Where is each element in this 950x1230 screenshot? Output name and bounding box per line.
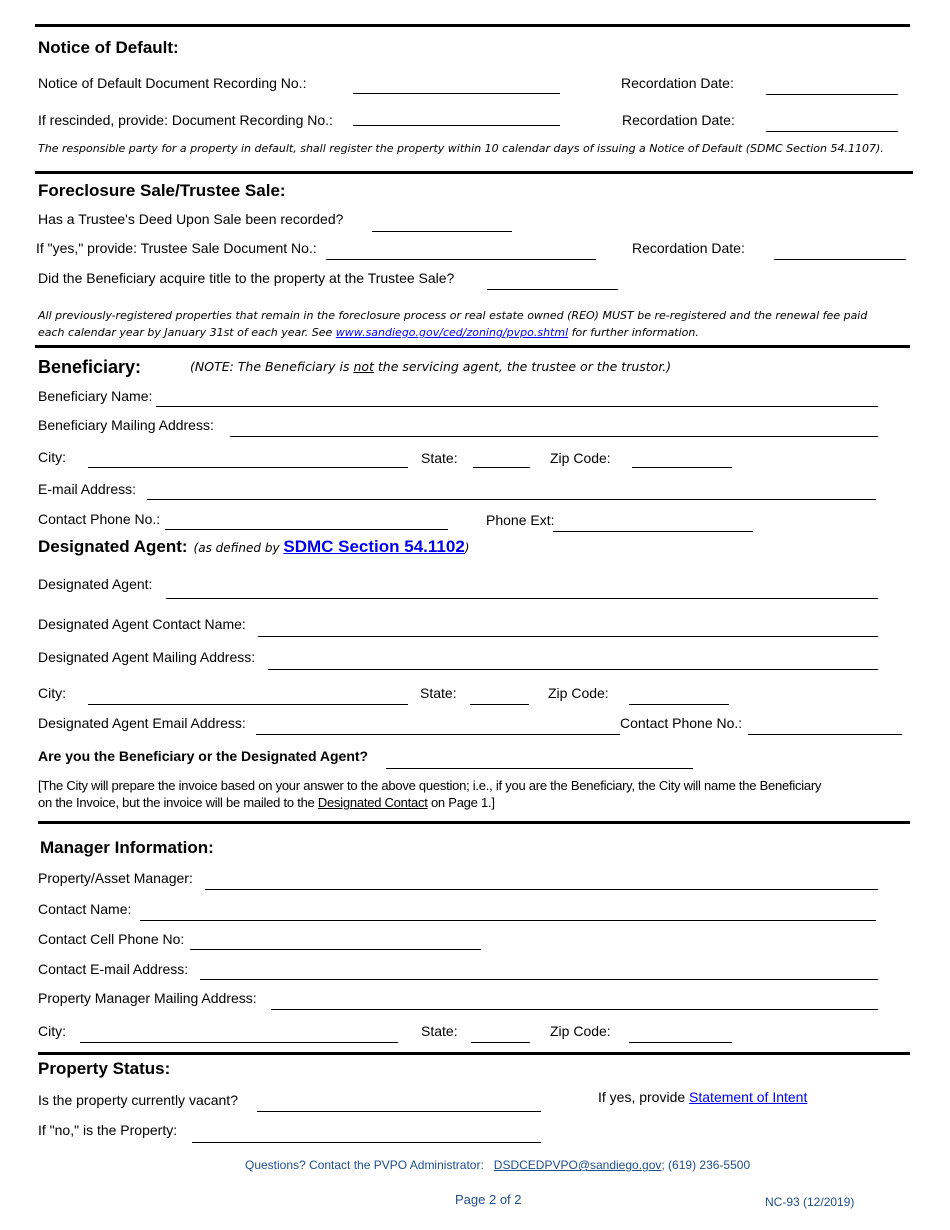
manager-title: Manager Information: — [40, 838, 214, 857]
agent-defined-suffix: ) — [464, 541, 470, 555]
agent-city-label: City: — [38, 685, 66, 701]
if-no-label: If "no," is the Property: — [38, 1122, 178, 1138]
invoice-note-line1: [The City will prepare the invoice based on your answer to the above question; i.e., if you are the Beneficiary, the City will name the Beneficiary — [38, 778, 822, 793]
if-yes-prefix: If yes, provide — [598, 1089, 690, 1105]
beneficiary-zip-field[interactable] — [632, 467, 732, 468]
beneficiary-note-suffix: the servicing agent, the trustee or the trustor.) — [373, 359, 672, 374]
beneficiary-phone-field[interactable] — [165, 529, 448, 530]
designated-contact-ref: Designated Contact — [317, 795, 428, 810]
section-divider — [38, 821, 910, 824]
beneficiary-name-label: Beneficiary Name: — [38, 388, 153, 404]
section-divider — [35, 345, 910, 348]
reregistration-note-line1: All previously-registered properties that remain in the foreclosure process or real estate owned (REO) MUST be re-registered and the renewal fee paid — [38, 309, 868, 322]
statement-of-intent-note — [598, 1089, 807, 1105]
reregistration-note-line2 — [38, 326, 699, 339]
pvpo-website-link[interactable]: www.sandiego.gov/ced/zoning/pvpo.shtml — [335, 326, 569, 339]
nod-registration-note: The responsible party for a property in default, shall register the property within 10 calendar days of issuing a Notice of Default (SDMC Section 54.1107). — [38, 142, 884, 155]
manager-city-label: City: — [38, 1023, 66, 1039]
property-status-title: Property Status: — [38, 1059, 171, 1078]
footer-contact — [245, 1158, 750, 1172]
manager-email-label: Contact E-mail Address: — [38, 961, 189, 977]
beneficiary-zip-label: Zip Code: — [550, 450, 611, 466]
section-divider — [38, 1052, 910, 1055]
notice-of-default-title: Notice of Default: — [38, 38, 179, 57]
agent-mailing-label: Designated Agent Mailing Address: — [38, 649, 256, 665]
beneficiary-note-not: not — [353, 359, 374, 374]
manager-contact-name-field[interactable] — [140, 920, 876, 921]
invoice-note-prefix: on the Invoice, but the invoice will be mailed to the — [38, 795, 318, 810]
beneficiary-mailing-field[interactable] — [230, 436, 878, 437]
beneficiary-state-field[interactable] — [473, 467, 530, 468]
agent-contact-name-field[interactable] — [258, 636, 878, 637]
foreclosure-title: Foreclosure Sale/Trustee Sale: — [38, 181, 286, 200]
agent-phone-field[interactable] — [748, 734, 902, 735]
nod-recording-no-label: Notice of Default Document Recording No.: — [38, 75, 307, 91]
beneficiary-name-field[interactable] — [156, 406, 878, 407]
manager-state-label: State: — [421, 1023, 458, 1039]
beneficiary-or-agent-field[interactable] — [386, 768, 693, 769]
agent-mailing-field[interactable] — [268, 669, 878, 670]
beneficiary-mailing-label: Beneficiary Mailing Address: — [38, 417, 214, 433]
designated-agent-field[interactable] — [166, 598, 878, 599]
beneficiary-acquire-field[interactable] — [487, 289, 618, 290]
manager-city-field[interactable] — [80, 1042, 398, 1043]
beneficiary-title: Beneficiary: — [38, 357, 142, 377]
section-divider — [35, 24, 910, 27]
manager-email-field[interactable] — [200, 979, 878, 980]
if-no-field[interactable] — [192, 1142, 541, 1143]
agent-city-field[interactable] — [88, 704, 408, 705]
nod-recordation-date-label: Recordation Date: — [621, 75, 734, 91]
rescinded-recording-no-label: If rescinded, provide: Document Recording No.: — [38, 112, 333, 128]
beneficiary-city-label: City: — [38, 449, 66, 465]
designated-agent-title: Designated Agent: — [38, 537, 188, 556]
beneficiary-or-agent-question: Are you the Beneficiary or the Designated Agent? — [38, 748, 369, 764]
asset-manager-label: Property/Asset Manager: — [38, 870, 193, 886]
beneficiary-email-field[interactable] — [147, 499, 876, 500]
deed-recorded-field[interactable] — [372, 231, 512, 232]
manager-cell-field[interactable] — [190, 949, 481, 950]
beneficiary-state-label: State: — [421, 450, 458, 466]
designated-agent-label: Designated Agent: — [38, 576, 153, 592]
agent-zip-field[interactable] — [629, 704, 729, 705]
agent-email-label: Designated Agent Email Address: — [38, 715, 246, 731]
reregistration-note-suffix: for further information. — [568, 326, 699, 339]
trustee-recordation-date-label: Recordation Date: — [632, 240, 745, 256]
rescinded-recordation-date-label: Recordation Date: — [622, 112, 735, 128]
agent-email-field[interactable] — [256, 734, 620, 735]
rescinded-recordation-date-field[interactable] — [766, 131, 898, 132]
reregistration-note-prefix: each calendar year by January 31st of each year. See — [38, 326, 336, 339]
page-number: Page 2 of 2 — [455, 1192, 522, 1207]
agent-state-field[interactable] — [470, 704, 529, 705]
manager-state-field[interactable] — [471, 1042, 530, 1043]
agent-defined-prefix: (as defined by — [193, 541, 284, 555]
nod-recordation-date-field[interactable] — [766, 94, 898, 95]
manager-cell-label: Contact Cell Phone No: — [38, 931, 185, 947]
beneficiary-acquire-question: Did the Beneficiary acquire title to the property at the Trustee Sale? — [38, 270, 455, 286]
beneficiary-ext-label: Phone Ext: — [486, 512, 555, 528]
agent-contact-name-label: Designated Agent Contact Name: — [38, 616, 246, 632]
asset-manager-field[interactable] — [205, 889, 878, 890]
sdmc-section-link[interactable]: SDMC Section 54.1102 — [283, 537, 465, 556]
vacant-field[interactable] — [257, 1111, 541, 1112]
section-divider — [35, 171, 913, 174]
footer-email-link[interactable]: DSDCEDPVPO@sandiego.gov — [493, 1158, 662, 1172]
vacant-question: Is the property currently vacant? — [38, 1092, 238, 1108]
beneficiary-note-prefix: (NOTE: The Beneficiary is — [190, 359, 354, 374]
agent-state-label: State: — [420, 685, 457, 701]
deed-recorded-question: Has a Trustee's Deed Upon Sale been recorded? — [38, 211, 344, 227]
manager-mailing-label: Property Manager Mailing Address: — [38, 990, 257, 1006]
manager-zip-label: Zip Code: — [550, 1023, 611, 1039]
form-id: NC-93 (12/2019) — [765, 1195, 855, 1209]
agent-phone-label: Contact Phone No.: — [620, 715, 743, 731]
invoice-note-suffix: on Page 1.] — [427, 795, 495, 810]
agent-zip-label: Zip Code: — [548, 685, 609, 701]
manager-mailing-field[interactable] — [271, 1009, 878, 1010]
designated-agent-heading — [38, 537, 469, 557]
beneficiary-email-label: E-mail Address: — [38, 481, 137, 497]
footer-phone: ; (619) 236-5500 — [661, 1158, 751, 1172]
trustee-sale-doc-label: If "yes," provide: Trustee Sale Document No.: — [36, 240, 317, 256]
trustee-sale-doc-field[interactable] — [326, 259, 596, 260]
statement-of-intent-link[interactable]: Statement of Intent — [689, 1089, 808, 1105]
beneficiary-note — [190, 359, 671, 374]
trustee-recordation-date-field[interactable] — [774, 259, 906, 260]
manager-zip-field[interactable] — [629, 1042, 732, 1043]
footer-questions: Questions? Contact the PVPO Administrator: — [245, 1158, 484, 1172]
manager-contact-name-label: Contact Name: — [38, 901, 132, 917]
beneficiary-city-field[interactable] — [88, 467, 408, 468]
beneficiary-phone-label: Contact Phone No.: — [38, 511, 161, 527]
nod-recording-no-field[interactable] — [353, 93, 560, 94]
invoice-note-line2 — [38, 795, 495, 810]
beneficiary-ext-field[interactable] — [553, 531, 753, 532]
rescinded-recording-no-field[interactable] — [353, 125, 560, 126]
